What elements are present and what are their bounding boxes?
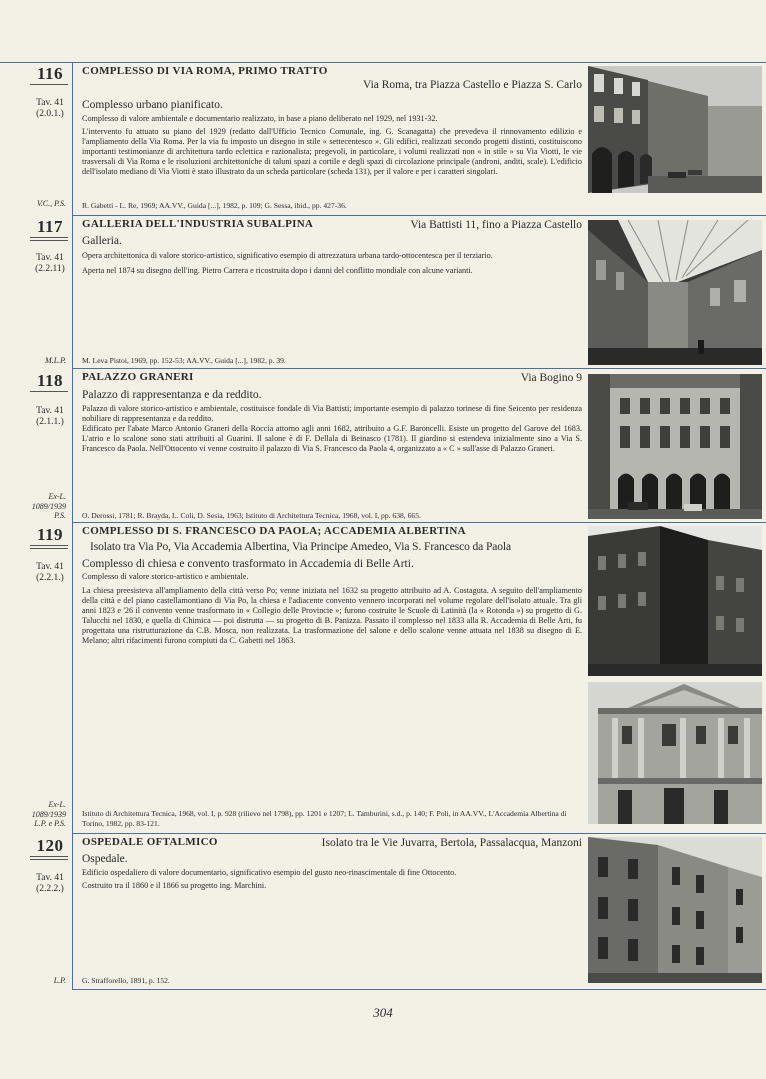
author-line: 1089/1939: [31, 809, 66, 819]
entry-116: [0, 62, 766, 215]
entry-subtitle: Palazzo di rappresentanza e da reddito.: [82, 389, 262, 401]
author-line: Ex-L.: [48, 800, 66, 809]
number-underline: [30, 391, 68, 392]
tav-line: Tav. 41: [36, 873, 64, 883]
tav-code: (2.2.1.): [36, 573, 64, 583]
entry-references: M. Leva Pistoi, 1969, pp. 152-53; AA.VV., Guida [...], 1982, p. 39.: [82, 356, 286, 365]
tav-ref: [28, 406, 72, 428]
tav-code: (2.2.11): [35, 264, 65, 274]
bottom-rule: [72, 989, 766, 990]
author-initials: L.P.: [53, 976, 66, 985]
entry-location: Isolato tra Via Po, Via Accademia Albertina, Via Principe Amedeo, Via S. Francesco da Paola: [90, 541, 511, 553]
author-line: 1089/1939: [31, 501, 66, 511]
photo-galleria: [588, 220, 762, 365]
author-line: L.P. e P.S.: [34, 819, 66, 828]
photo-via-roma: [588, 66, 762, 193]
entry-paragraph: Palazzo di valore storico-artistico e ambientale, costituisce fondale di Via Battisti; importante esempio di palazzo torinese di fine Seicento per residenza nobiliare di rappresentanza e da reddito.: [82, 404, 582, 423]
tav-line: Tav. 41: [36, 98, 64, 108]
tav-code: (2.0.1.): [36, 109, 64, 119]
photo-san-francesco-da-paola: [588, 682, 762, 824]
entry-paragraph: La chiesa preesisteva all'ampliamento della città verso Po; venne iniziata nel 1632 su progetto attribuito ad A. Costaguta. A seguito dell'ampliamento della città e del piano castellamontiano di Via Po, la chiesa e l'adiacente convento vennero incorporati nel volume regolare dell'isolato attuale. Tra gli anni 1823 e '26 il convento venne trasformato in « Collegio delle Provincie »; furono costruite le Scuole di Latinità (la « Rotonda ») su progetto di G. Talucchi nel 1830, e quella di Chimica — poi distrutta — su progetto di B. Panizza. Passato il complesso nel 1833 alla R. Accademia di Belle Arti, fu progettata una ristrutturazione da C.B. Mosca, non realizzata. La trasformazione del salone e dello scalone venne attuata nel 1838 su disegno di E. Melano; altri rifacimenti furono compiuti da C. Gabetti nel 1863.: [82, 586, 582, 645]
entry-title: COMPLESSO DI S. FRANCESCO DA PAOLA; ACCADEMIA ALBERTINA: [82, 525, 466, 537]
entry-references: R. Gabetti - L. Re, 1969; AA.VV., Guida [...], 1982, p. 109; G. Sessa, ibid., pp. 427-36.: [82, 201, 347, 210]
entry-content: [82, 371, 582, 454]
page-number: 304: [373, 1005, 393, 1020]
entry-paragraph: Aperta nel 1874 su disegno dell'ing. Pietro Carrera e ricostruita dopo i danni del conflitto mondiale con alcune varianti.: [82, 266, 473, 275]
entry-119: [0, 522, 766, 833]
entry-location: Isolato tra le Vie Juvarra, Bertola, Passalacqua, Manzoni: [321, 837, 582, 849]
tav-ref: [28, 873, 72, 895]
author-initials: [4, 800, 66, 829]
entry-title: GALLERIA DELL'INDUSTRIA SUBALPINA: [82, 218, 314, 230]
entry-paragraph: Complesso di valore ambientale e documentario realizzato, in base a piano deliberato nel 1929, nel 1931-32.: [82, 114, 438, 123]
entry-number: 117: [36, 217, 64, 236]
entry-references: O. Derossi, 1781; R. Brayda, L. Coli, D. Sesia, 1963; Istituto di Architettura Tecnica, 1968, vol. I, pp. 638, 665.: [82, 511, 421, 520]
entry-content: [82, 65, 582, 177]
tav-ref: [28, 98, 72, 120]
entry-location: Via Bogino 9: [520, 372, 582, 384]
tav-code: (2.2.2.): [36, 884, 64, 894]
entry-number: 120: [36, 836, 64, 855]
tav-code: (2.1.1.): [36, 417, 64, 427]
photo-ospedale-oftalmico: [588, 837, 762, 983]
author-line: P.S.: [54, 511, 66, 520]
author-line: Ex-L.: [48, 492, 66, 501]
entry-paragraph: Costruito tra il 1860 e il 1866 su progetto ing. Marchini.: [82, 881, 267, 890]
entry-title: COMPLESSO DI VIA ROMA, PRIMO TRATTO: [82, 65, 328, 77]
entry-location: Via Battisti 11, fino a Piazza Castello: [410, 219, 582, 231]
tav-line: Tav. 41: [36, 406, 64, 416]
entry-subtitle: Ospedale.: [82, 853, 128, 865]
number-underline: [30, 545, 68, 546]
author-initials: V.C., P.S.: [36, 199, 66, 208]
number-underline: [30, 240, 68, 241]
author-initials: M.L.P.: [45, 356, 66, 365]
number-underline: [30, 84, 68, 85]
entry-paragraph: Opera architettonica di valore storico-artistico, significativo esempio di attrezzatura urbana tardo-ottocentesca per il terziario.: [82, 251, 493, 260]
tav-ref: [28, 253, 72, 275]
entry-117: [0, 215, 766, 368]
entry-content: [82, 836, 582, 891]
entry-subtitle: Complesso di chiesa e convento trasformato in Accademia di Belle Arti.: [82, 558, 414, 570]
entry-references: Istituto di Architettura Tecnica, 1968, vol. I, p. 928 (rilievo nel 1798), pp. 1201 e 1207; L. Tamburini, s.d., p. 140; F. Poli, in AA.VV., L'Accademia Albertina di Torino, 1982, pp. 83-121.: [82, 809, 567, 828]
entry-title: OSPEDALE OFTALMICO: [82, 836, 218, 848]
entry-number: 118: [36, 371, 64, 390]
photo-accademia-albertina: [588, 526, 762, 676]
entry-references: G. Strafforello, 1891, p. 152.: [82, 976, 170, 985]
entry-paragraph: Edificato per l'abate Marco Antonio Graneri della Roccia attorno agli anni 1682, attribuito a G.F. Baroncelli. Esiste un progetto del Garove del 1683. L'atrio e lo scalone sono stati attribuiti al Guarini. Il salone è di F. Dellala di Beinasco (1781). Il giardino si estendeva inizialmente sino a Via S. Francesco da Paola. Nell'Ottocento vi venne costruito il palazzo di Via S. Francesco da Paola 4, organizzato a « C » sull'asse di Palazzo Graneri.: [82, 424, 582, 453]
entry-subtitle: Complesso urbano pianificato.: [82, 99, 223, 111]
entry-number: 116: [36, 64, 64, 83]
number-underline: [30, 237, 68, 238]
entry-118: [0, 368, 766, 522]
entry-content: [82, 525, 582, 646]
tav-line: Tav. 41: [36, 562, 64, 572]
entry-content: [82, 218, 582, 276]
number-underline: [30, 859, 68, 860]
number-underline: [30, 856, 68, 857]
tav-line: Tav. 41: [36, 253, 64, 263]
entry-120: [0, 833, 766, 989]
entry-location: Via Roma, tra Piazza Castello e Piazza S. Carlo: [362, 79, 582, 91]
entry-number: 119: [36, 525, 64, 544]
photo-palazzo-graneri: [588, 374, 762, 519]
entry-paragraph: Edificio ospedaliero di valore documentario, significativo esempio del gusto neo-rinascimentale di fine Ottocento.: [82, 868, 457, 877]
tav-ref: [28, 562, 72, 584]
entry-paragraph: Complesso di valore storico-artistico e ambientale.: [82, 572, 249, 581]
entry-paragraph: L'intervento fu attuato su piano del 1929 (redatto dall'Ufficio Tecnico Comunale, ing. G. Scanagatta) che prevedeva il rinnovamento edilizio e l'ampliamento della Via Roma. Per la via fu imposto un disegno in stile « settecentesco ». Gli edifici, realizzati secondo progetti distinti, costituiscono importanti testimonianze di architettura tardo eclettica e razionalista; pregevoli, in particolare, i volumi realizzati non « in stile » su Via Viotti, le vie trasversali di Via Roma e le risoluzioni architettoniche di taluni spazi a cortile e degli spazi di circolazione principale (androni, anditi, scale). L'edificio dell'isolato mediano di Via Viotti è stato illustrato da un scheda particolare (scheda 131), per il valore e per i caratteri singolari.: [82, 127, 582, 176]
entry-subtitle: Galleria.: [82, 235, 122, 247]
entry-title: PALAZZO GRANERI: [82, 371, 194, 383]
author-initials: [4, 492, 66, 521]
number-underline: [30, 548, 68, 549]
